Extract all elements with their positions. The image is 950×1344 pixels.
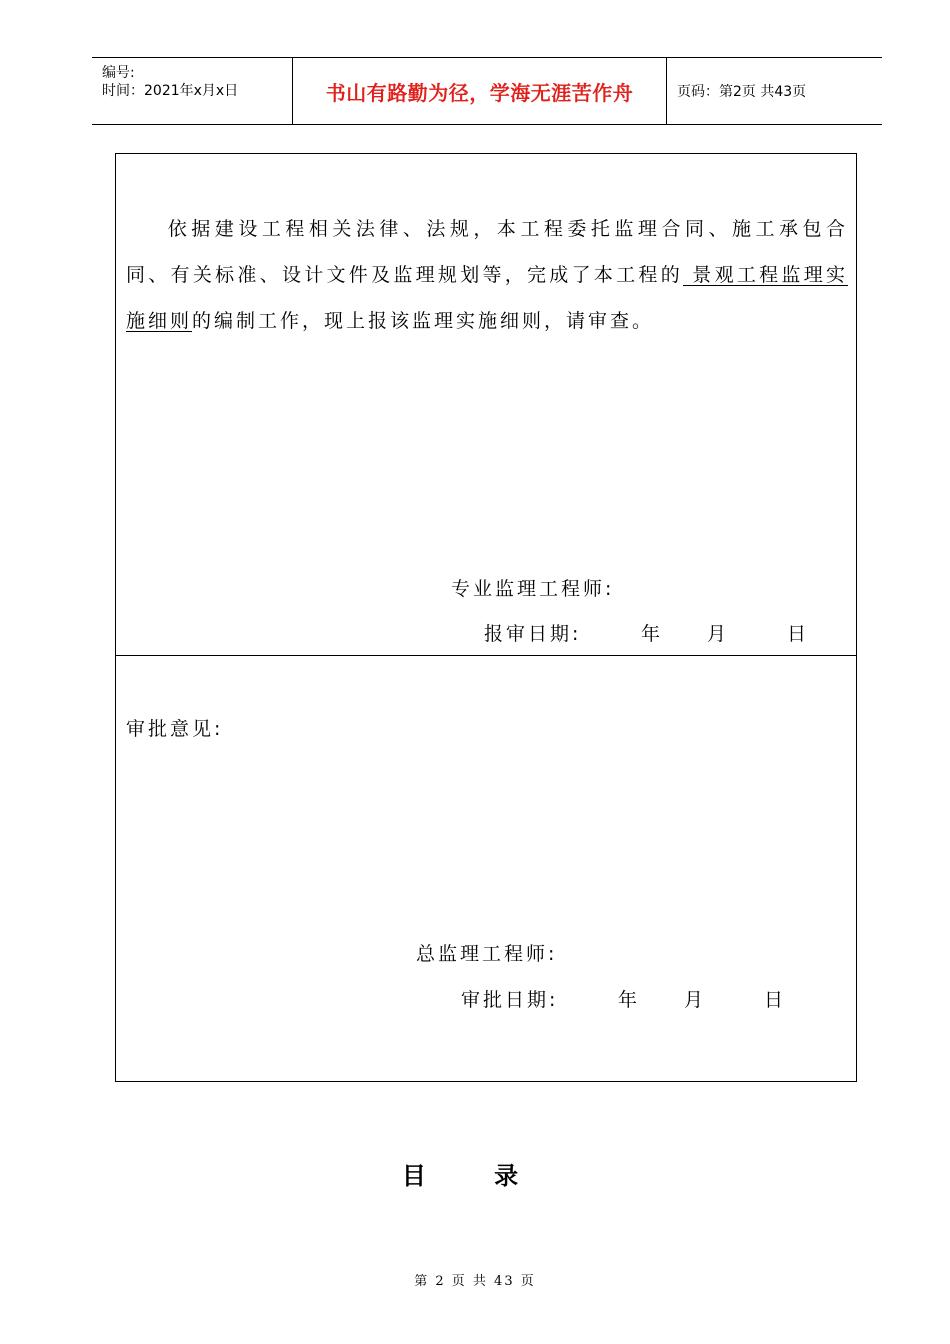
paragraph-text-end: 的编制工作，现上报该监理实施细则，请审查。: [192, 310, 655, 332]
form-section-divider: [116, 655, 856, 656]
chief-engineer-label: 总监理工程师:: [416, 943, 558, 965]
approval-date-day: 日: [764, 989, 784, 1011]
approval-date-year: 年: [618, 989, 638, 1011]
paragraph-underlined-title: 景观工程监理实施细则: [126, 264, 848, 332]
table-of-contents-title: 目 录: [401, 1162, 549, 1190]
submission-form: [115, 153, 857, 1082]
submission-paragraph: [126, 206, 848, 344]
engineer-signature-label: 专业监理工程师:: [451, 578, 615, 600]
header-page-info: 页码：第2页 共43页: [677, 84, 807, 100]
header-info-cell: [92, 58, 293, 124]
approval-opinion-label: 审批意见:: [126, 718, 224, 740]
header-motto-cell: [293, 58, 667, 124]
page-footer: 第 2 页 共 43 页: [414, 1274, 536, 1289]
document-time-label: 时间：2021年x月x日: [102, 83, 239, 99]
submit-date-day: 日: [787, 623, 807, 645]
document-number-label: 编号:: [102, 65, 135, 81]
submit-date-month: 月: [707, 623, 727, 645]
header-motto: 书山有路勤为径，学海无涯苦作舟: [325, 80, 634, 105]
submit-date-year: 年: [641, 623, 661, 645]
approval-date-month: 月: [684, 989, 704, 1011]
submit-date-label: 报审日期:: [484, 623, 582, 645]
paragraph-text-start: 依据建设工程相关法律、法规，本工程委托监理合同、施工承包合同、有关标准、设计文件及监理规划等，完成了本工程的: [126, 218, 848, 286]
approval-date-label: 审批日期:: [461, 989, 559, 1011]
document-header: [92, 57, 882, 125]
header-page-cell: [667, 58, 882, 124]
